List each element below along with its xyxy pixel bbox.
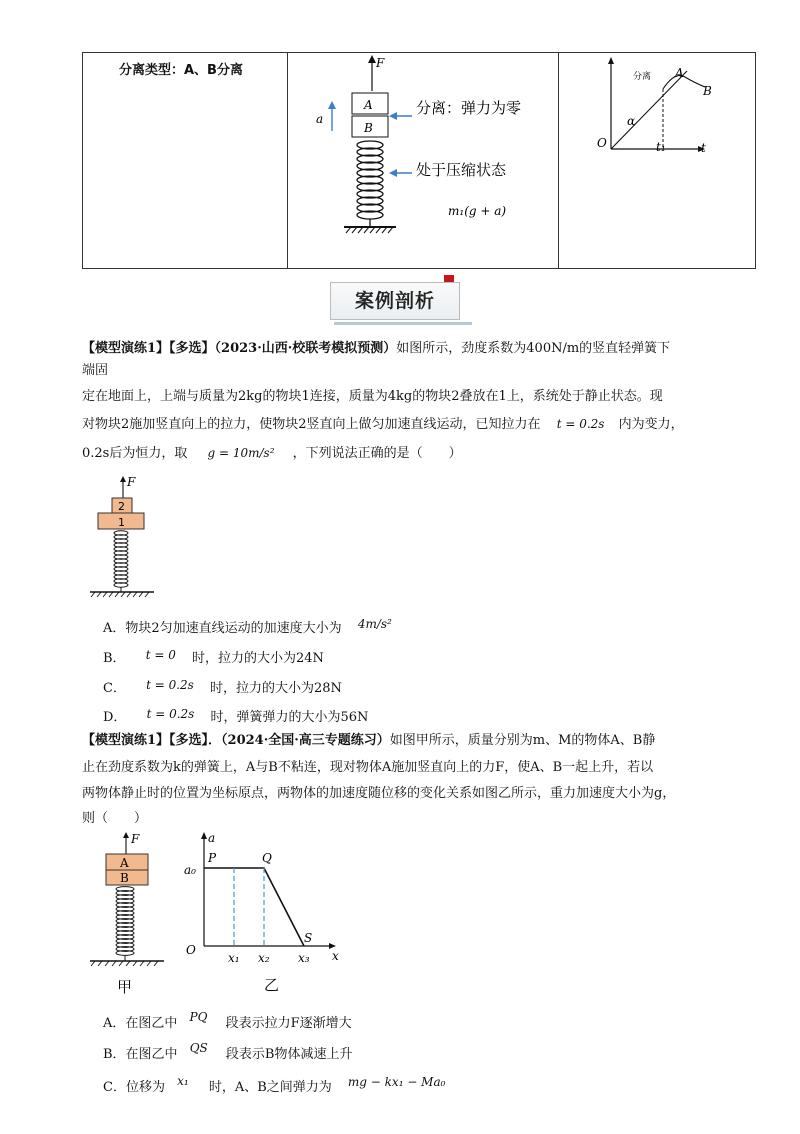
a-axis-label: a [208,831,216,845]
q1-text-5b: ，下列说法正确的是（ ） [292,446,462,461]
x3-label: x₃ [298,951,310,965]
a0-label: a₀ [184,863,196,877]
point-p-label: P [208,851,217,865]
q2-spring [116,887,134,956]
block-b-label: B [364,121,373,135]
q2-text-1: 如图甲所示，质量分别为m、M的物体A、B静 [389,733,656,748]
q1-text-5a: 0.2s后为恒力，取 [82,446,188,461]
q1-force-label: F [127,475,136,489]
q2-block-b-label: B [120,871,129,885]
t1-label: t₁ [656,140,666,154]
x1-label: x₁ [228,951,240,965]
q1-text-1: 如图所示，劲度系数为400N/m的竖直轻弹簧下 [396,341,671,356]
q2-option-c-math: x₁ [177,1074,189,1088]
curve-b-label: B [703,84,712,98]
q1-option-c[interactable] [103,677,342,696]
q1-line5 [82,440,462,467]
q2-option-c-text: 时，A、B之间弹力为 [208,1080,332,1095]
x2-label: x₂ [258,951,270,965]
q1-option-d[interactable] [103,706,368,725]
alpha-label: α [627,114,636,128]
q2-option-a-label: A．在图乙中 [103,1016,178,1031]
q1-option-a[interactable] [103,617,392,636]
q2-origin-label: O [186,943,196,957]
q2-option-c-formula: mg − kx₁ − Ma₀ [347,1075,446,1089]
q1-spring [114,531,128,587]
banner-underline [334,322,472,325]
q1-option-a-text: A．物块2匀加速直线运动的加速度大小为 [103,621,342,636]
t-axis-label: t [701,141,706,155]
q1-option-d-label: D． [103,710,127,725]
q1-option-b-label: B． [103,651,126,666]
q1-figure [84,474,164,602]
formula-label: m₁(g + a) [448,204,507,218]
separation-point-label: 分离 [633,72,652,82]
q2-option-a-math: PQ [189,1010,208,1024]
spring-figure-cell [288,53,559,269]
yi-label: 乙 [264,976,280,994]
q2-heading: 【模型演练1】【多选】．（2024·全国·高三专题练习） [82,733,390,748]
point-q-label: Q [262,851,272,865]
q2-line4: 则（ ） [82,811,148,826]
note-separation: 分离：弹力为零 [416,99,522,117]
q2-line3: 两物体静止时的位置为坐标原点，两物体的加速度随位移的变化关系如图乙所示，重力加速度大小为g， [82,786,676,801]
spring [357,141,383,219]
q1-option-a-math: 4m/s² [357,617,392,631]
q2-line1 [82,728,772,754]
separation-table [82,52,756,269]
q1-line4 [82,411,772,438]
q2-line2: 止在劲度系数为k的弹簧上，A与B不粘连，现对物体A施加竖直向上的力F，使A、B一起上升，若以 [82,760,654,775]
block-1-label: 1 [118,516,125,529]
q1-option-c-text: 时，拉力的大小为28N [209,681,342,696]
point-s-label: S [304,931,313,945]
note-compressed: 处于压缩状态 [416,161,507,179]
force-label: F [376,56,385,70]
block-2-label: 2 [118,500,125,513]
q2-force-label: F [131,832,140,846]
q1-option-d-text: 时，弹簧弹力的大小为56N [210,710,369,725]
q1-option-c-math: t = 0.2s [146,678,194,692]
q1-heading: 【模型演练1】【多选】（2023·山西·校联考模拟预测） [82,341,397,356]
section-banner: 案例剖析 [330,282,460,320]
table-title: 分离类型：A、B分离 [83,53,288,269]
q2-option-c-label: C．位移为 [103,1080,165,1095]
q1-line1 [82,336,762,362]
q2-option-b[interactable] [103,1043,352,1062]
vt-graph [559,53,755,264]
q1-option-b[interactable] [103,647,324,666]
accel-label: a [316,112,324,126]
q1-option-d-math: t = 0.2s [146,707,195,721]
q1-math-t: t = 0.2s [556,417,605,431]
q1-math-g: g = 10m/s² [207,446,275,460]
curve-a-label: A [675,66,684,80]
a-x-curve [204,868,304,946]
q2-option-b-math: QS [189,1041,208,1055]
q2-figure-jia [84,830,174,1000]
q2-figure-yi [180,828,350,998]
q1-option-b-text: 时，拉力的大小为24N [191,651,324,666]
q2-block-a-label: A [120,856,129,870]
x-axis-label: x [332,949,339,963]
block-a-label: A [364,98,373,112]
q1-text-4b: 内为变力， [618,417,684,432]
q2-option-b-text: 段表示B物体减速上升 [225,1047,353,1062]
q2-option-a-text: 段表示拉力F逐渐增大 [225,1016,352,1031]
q1-option-b-math: t = 0 [145,648,176,662]
q2-option-c[interactable] [103,1076,445,1095]
graph-cell [559,53,756,269]
origin-label: O [597,136,607,150]
q1-line2: 端固 [82,363,109,378]
jia-label: 甲 [117,978,133,996]
q1-text-4a: 对物块2施加竖直向上的拉力，使物块2竖直向上做匀加速直线运动，已知拉力在 [82,417,541,432]
q2-option-a[interactable] [103,1012,352,1031]
q2-option-b-label: B．在图乙中 [103,1047,178,1062]
q1-option-c-label: C． [103,681,126,696]
spring-figure [288,53,558,264]
q1-line3: 定在地面上，上端与质量为2kg的物块1连接，质量为4kg的物块2叠放在1上，系统处于静止状态。现 [82,389,663,404]
